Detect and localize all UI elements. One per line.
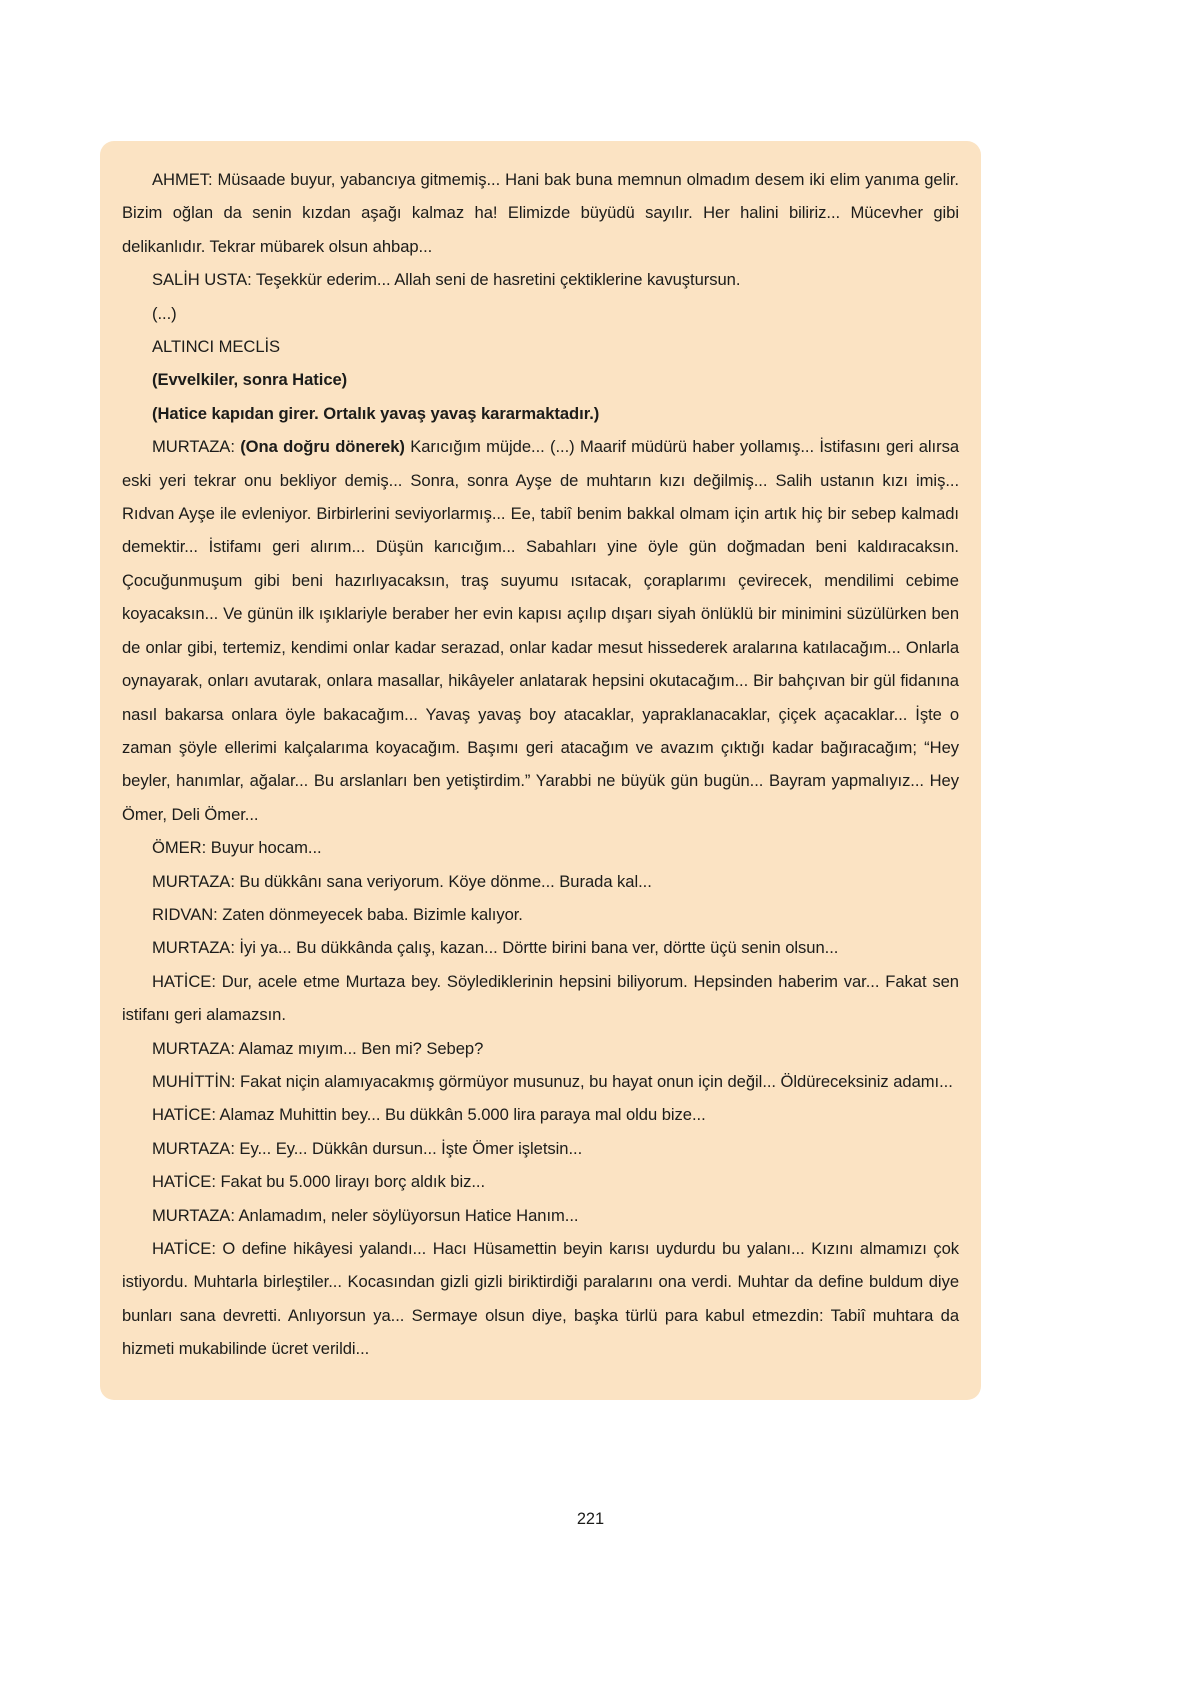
paragraph-murtaza-monologue — [122, 430, 959, 831]
speaker-label-murtaza: MURTAZA: — [152, 437, 241, 457]
paragraph-hatice-2: HATİCE: Alamaz Muhittin bey... Bu dükkân 5.000 lira paraya mal oldu bize... — [152, 1105, 706, 1125]
paragraph-ahmet: AHMET: Müsaade buyur, yabancıya gitmemiş... Hani bak buna memnun olmadım desem iki elim yanıma gelir. Bizim oğlan da senin kızdan aşağı kalmaz ha! Elimizde büyüdü sayılır. Her halini biliriz... Mücevher gibi delikanlıdır. Tekrar mübarek olsun ahbap... — [122, 170, 959, 256]
paragraph-muhittin-1: MUHİTTİN: Fakat niçin alamıyacakmış görmüyor musunuz, bu hayat onun için değil... Öldüreceksiniz adamı... — [152, 1071, 953, 1091]
paragraph-murtaza-6: MURTAZA: Anlamadım, neler söylüyorsun Hatice Hanım... — [152, 1205, 579, 1225]
paragraph-murtaza-2: MURTAZA: Bu dükkânı sana veriyorum. Köye dönme... Burada kal... — [152, 871, 652, 891]
paragraph-murtaza-4: MURTAZA: Alamaz mıyım... Ben mi? Sebep? — [152, 1038, 484, 1058]
paragraph-hatice-4: HATİCE: O define hikâyesi yalandı... Hacı Hüsamettin beyin karısı uydurdu bu yalanı... Kızını almamızı çok istiyordu. Muhtarla birleştiler... Kocasından gizli gizli biriktirdiği paralarını ona verdi. Muhtar da define buldum diye bunları sana devretti. Anlıyorsun ya... Sermaye olsun diye, başka türlü para kabul etmezdin: Tabiî muhtara da hizmeti mukabilinde ücret verildi... — [122, 1239, 959, 1359]
paragraph-ridvan-1: RIDVAN: Zaten dönmeyecek baba. Bizimle kalıyor. — [152, 904, 523, 924]
page-number: 221 — [576, 1510, 605, 1528]
cast-line: (Evvelkiler, sonra Hatice) — [152, 370, 348, 390]
scene-heading: ALTINCI MECLİS — [152, 337, 281, 357]
paragraph-ellipsis: (...) — [152, 303, 177, 323]
paragraph-murtaza-3: MURTAZA: İyi ya... Bu dükkânda çalış, kazan... Dörtte birini bana ver, dörtte üçü senin olsun... — [152, 938, 839, 958]
paragraph-omer-1: ÖMER: Buyur hocam... — [152, 838, 322, 858]
text-passage-card — [100, 141, 981, 1400]
paragraph-hatice-3: HATİCE: Fakat bu 5.000 lirayı borç aldık biz... — [152, 1172, 486, 1192]
paragraph-murtaza-5: MURTAZA: Ey... Ey... Dükkân dursun... İşte Ömer işletsin... — [152, 1138, 583, 1158]
paragraph-hatice-1: HATİCE: Dur, acele etme Murtaza bey. Söylediklerinin hepsini biliyorum. Hepsinden haberim var... Fakat sen istifanı geri alamazsın. — [122, 971, 959, 1025]
paragraph-salih-usta: SALİH USTA: Teşekkür ederim... Allah seni de hasretini çektiklerine kavuştursun. — [152, 270, 741, 290]
stage-direction-line: (Hatice kapıdan girer. Ortalık yavaş yavaş kararmaktadır.) — [152, 403, 600, 423]
monologue-body: Karıcığım müjde... (...) Maarif müdürü haber yollamış... İstifasını geri alırsa eski yeri tekrar onu bekliyor demiş... Sonra, sonra Ayşe de muhtarın kızı değilmiş... Salih ustanın kızı imiş... Rıdvan Ayşe ile evleniyor. Birbirlerini seviyorlarmış... Ee, tabiî benim bakkal olmam için artık hiç bir sebep kalmadı demektir... İstifamı geri alırım... Düşün karıcığım... Sabahları yine öyle gün doğmadan beni kaldıracaksın. Çocuğunmuşum gibi beni hazırlıyacaksın, traş suyumu ısıtacak, çoraplarımı çevirecek, mendilimi cebime koyacaksın... Ve günün ilk ışıklariyle beraber her evin kapısı açılıp dışarı siyah önlüklü bir minimini süzülürken ben de onlar gibi, tertemiz, kendimi onlar kadar serazad, onlar kadar mesut hissederek aralarına katılacağım... Onlarla oynayarak, onları avutarak, onlara masallar, hikâyeler anlatarak hepsini okutacağım... Bir bahçıvan bir gül fidanına nasıl bakarsa onlara öyle bakacağım... Yavaş yavaş boy atacaklar, yapraklanacaklar, çiçek açacaklar... İşte o zaman şöyle ellerimi kalçalarıma koyacağım. Başımı geri atacağım ve avazım çıktığı kadar bağıracağım; “Hey beyler, hanımlar, ağalar... Bu arslanları ben yetiştirdim.” Yarabbi ne büyük gün bugün... Bayram yapmalıyız... Hey Ömer, Deli Ömer... — [122, 437, 960, 824]
inline-stage-direction: (Ona doğru dönerek) — [240, 437, 405, 457]
